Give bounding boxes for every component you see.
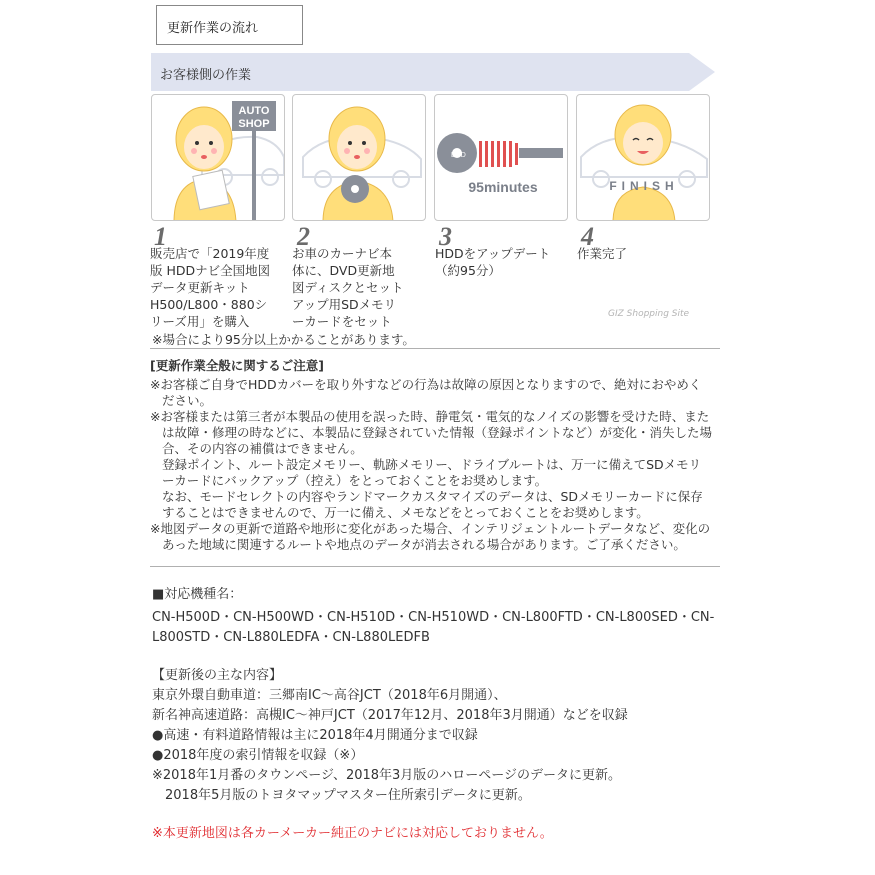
step-4-number: 4 [581,222,594,251]
divider-bottom [150,566,720,567]
caution-line: ※お客様または第三者が本製品の使用を誤った時、静電気・電気的なノイズの影響を受けた時、また [150,409,710,424]
step-1-text: 販売店で「2019年度版 HDDナビ全国地図データ更新キット H500/L800・880シリーズ用」を購入 [150,246,271,329]
sign-text-shop: SHOP [238,118,270,130]
caution-line: 登録ポイント、ルート設定メモリー、軌跡メモリー、ドライブルートは、万一に備えてSDメモリ [162,457,702,472]
watermark: GIZ Shopping Site [608,309,690,319]
info-block [152,585,722,844]
caution-line: ※地図データの更新で道路や地形に変化があった場合、インテリジェントルートデータなど、変化の [150,521,711,536]
caution-line: することはできませんので、万一に備え、メモなどをとっておくことをお奨めします。 [162,505,649,520]
updates-line: ●高速・有料道路情報は主に2018年4月開通分まで収録 [152,728,478,743]
step-3-text: HDDをアップデート（約95分） [435,246,551,278]
step-1-illustration [151,94,285,221]
customer-work-banner [151,53,715,91]
minutes-text: 95minutes [468,179,538,195]
step-3-illustration [434,94,568,221]
models-line: L800STD・CN-L880LEDFA・CN-L880LEDFB [152,630,430,645]
caution-line: なお、モードセレクトの内容やランドマークカスタマイズのデータは、SDメモリーカードに保存 [162,489,703,504]
section-title: 更新作業の流れ [156,5,303,45]
sign-text-auto: AUTO [238,105,270,117]
updates-line: 東京外環自動車道：三郷南IC～高谷JCT（2018年6月開通）、 [152,688,507,703]
caution-heading: [更新作業全般に関するご注意] [150,358,324,373]
updates-line: ●2018年度の索引情報を収録（※） [152,748,364,763]
caution-line: ※お客様ご自身でHDDカバーを取り外すなどの行為は故障の原因となりますので、絶対におやめく [150,377,702,392]
caution-block [150,358,725,553]
step-4-text: 作業完了 [577,246,628,261]
progress-stripes [479,141,518,167]
updates-line: ※2018年1月番のタウンページ、2018年3月版のハローページのデータに更新。 [152,768,622,783]
caution-line: 合、その内容の補償はできません。 [162,441,363,456]
models-line: CN-H500D・CN-H500WD・CN-H510D・CN-H510WD・CN-L800FTD・CN-L800SED・CN- [152,610,715,625]
step-2-illustration [292,94,426,221]
step-2-text: お車のカーナビ本体に、DVD更新地図ディスクとセットアップ用SDメモリーカードをセット [292,246,404,329]
updates-line: 新名神高速道路：高槻IC～神戸JCT（2017年12月、2018年3月開通）などを収録 [152,708,628,723]
caution-line: は故障・修理の時などに、本製品に登録されていた情報（登録ポイントなど）が変化・消失した場 [162,425,713,440]
compatibility-warning: ※本更新地図は各カーメーカー純正のナビには対応しておりません。 [152,826,553,841]
step-4-illustration [576,94,710,221]
banner-label: お客様側の作業 [160,68,252,83]
updates-heading: 【更新後の主な内容】 [152,668,283,683]
finish-text: FINISH [609,179,679,193]
updates-line: 2018年5月版のトヨタマップマスター住所索引データに更新。 [152,788,531,803]
step-3-number: 3 [439,222,452,251]
time-note: ※場合により95分以上かかることがあります。 [152,332,415,347]
step-1-number: 1 [154,222,167,251]
caution-line: ーカードにバックアップ（控え）をとっておくことをお奨めします。 [162,473,548,488]
divider-top [150,348,720,349]
models-heading: ■対応機種名： [152,587,243,602]
caution-line: ださい。 [162,393,213,408]
step-2-number: 2 [297,222,310,251]
disc-label: DVD [451,152,466,159]
caution-line: あった地域に関連するルートや地点のデータが消去される場合があります。ご了承ください。 [162,537,686,552]
